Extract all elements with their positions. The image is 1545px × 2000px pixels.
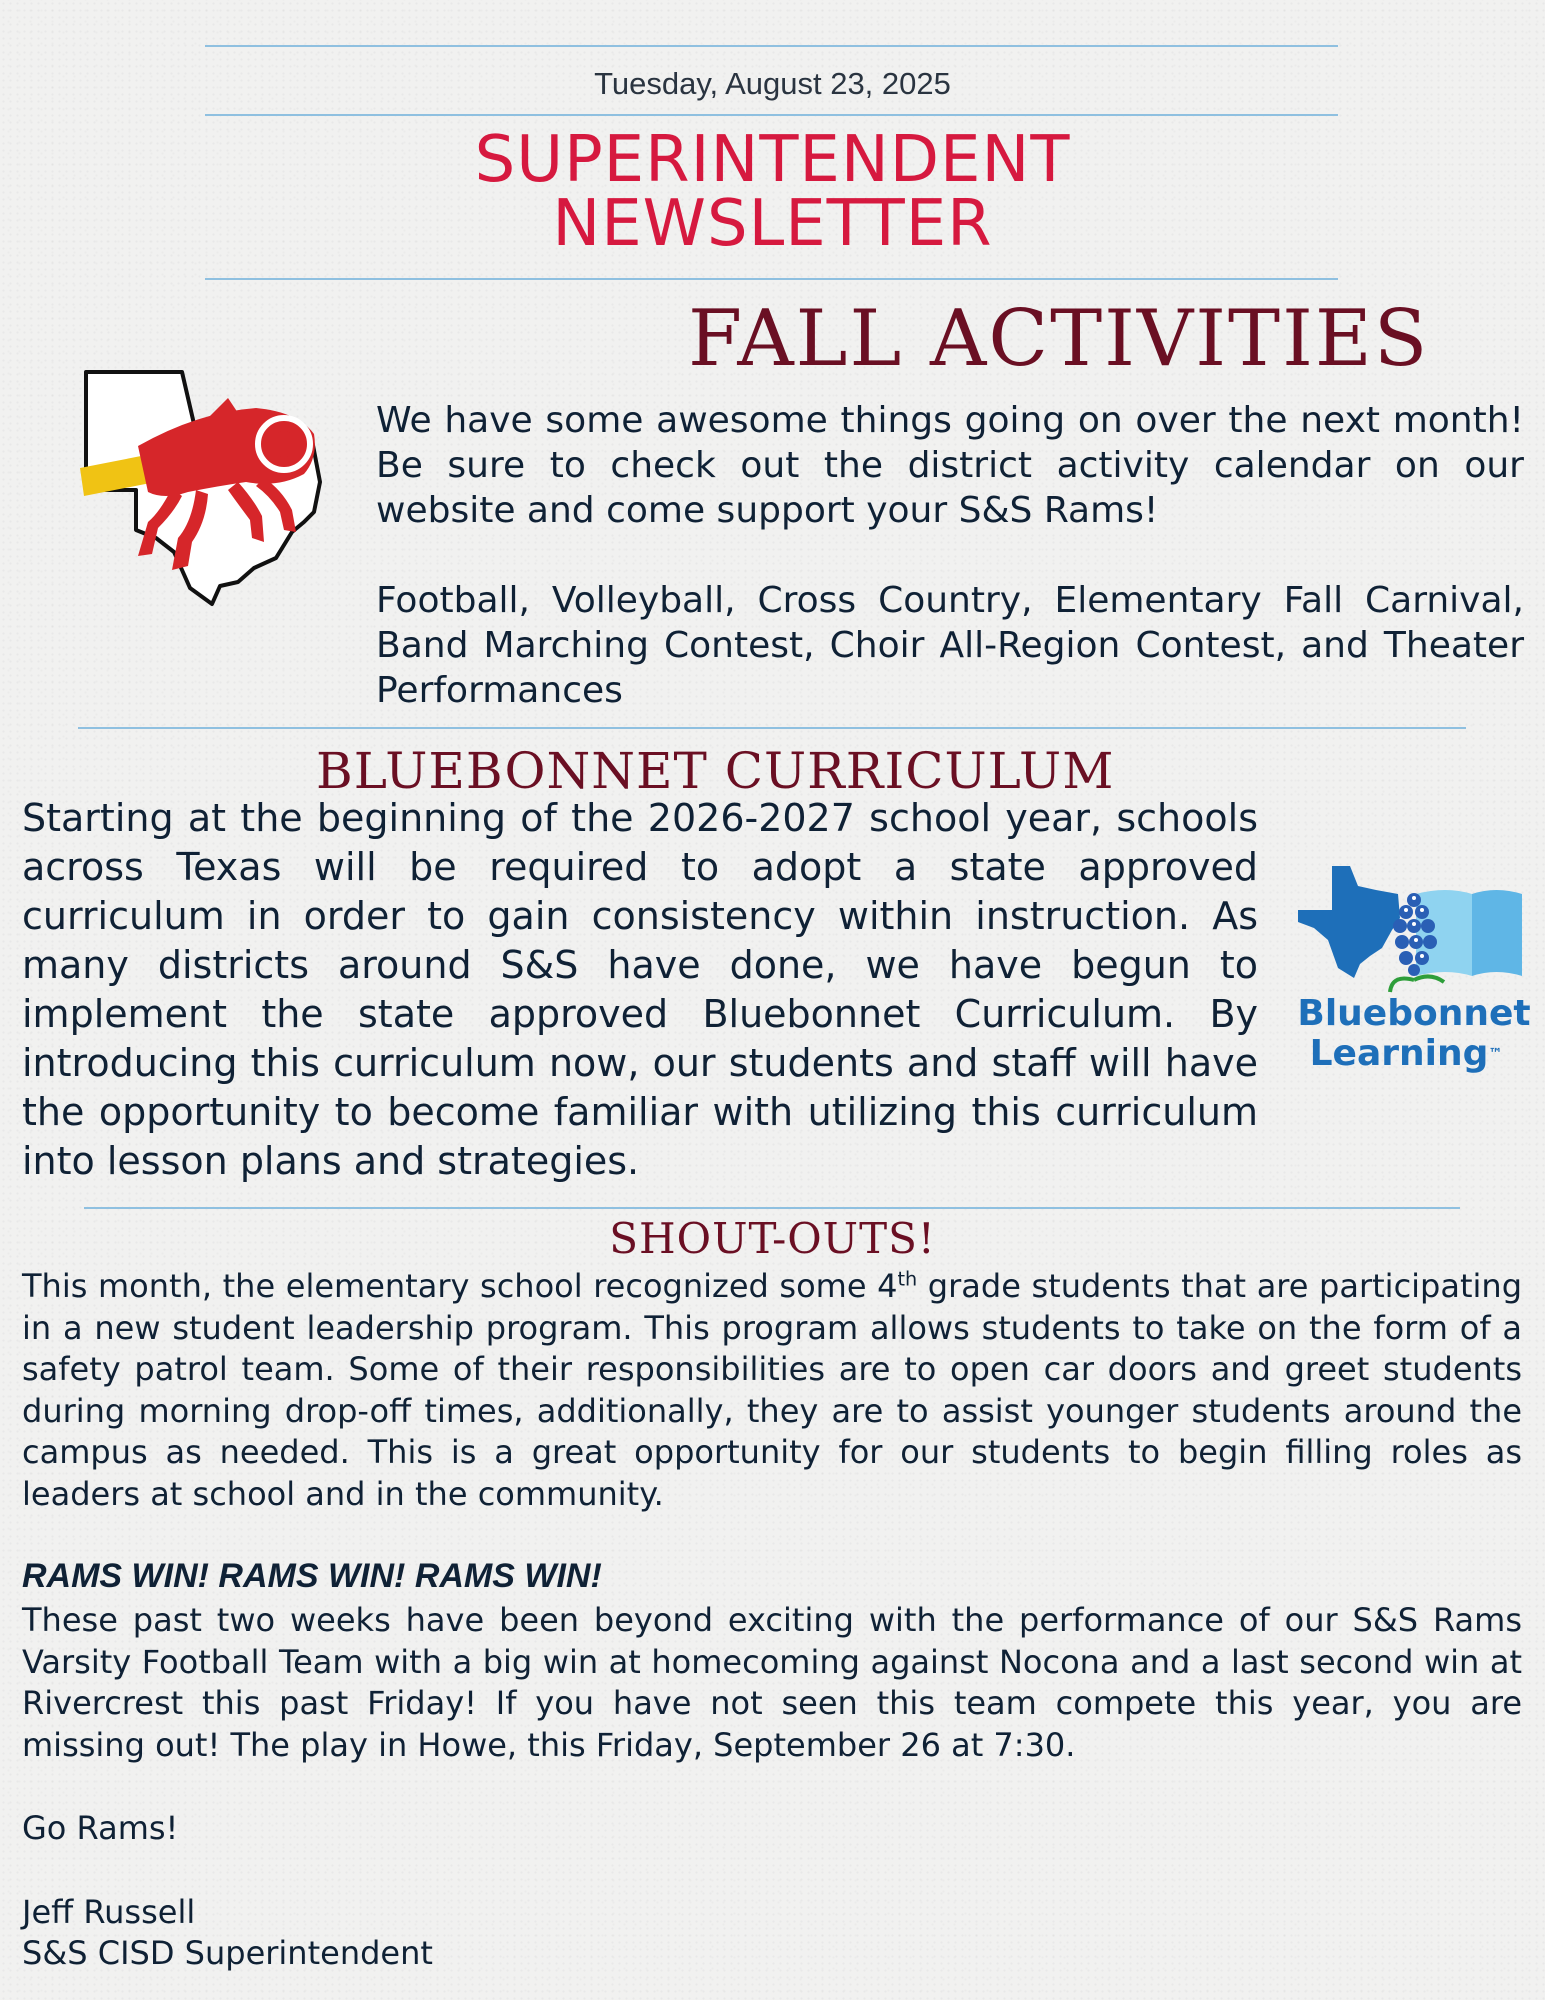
bluebonnet-logo-line2: Learning (1309, 1033, 1489, 1074)
newsletter-title-line2: NEWSLETTER (552, 187, 993, 261)
bluebonnet-logo-text (1296, 994, 1532, 1074)
top-rule (205, 45, 1338, 47)
newsletter-title (0, 123, 1545, 261)
ordinal-suffix: th (897, 1267, 918, 1291)
rams-win-heading: RAMS WIN! RAMS WIN! RAMS WIN! (22, 1557, 602, 1595)
newsletter-title-line1: SUPERINTENDENT (474, 123, 1071, 197)
rams-win-body: These past two weeks have been beyond exciting with the performance of our S&S Rams Varsity Football Team with a big win at homecoming against Nocona and a last second win at Rivercrest this past Friday! If you have not seen this team compete this year, you are missing out! The play in Howe, this Friday, September 26 at 7:30. (22, 1601, 1522, 1764)
texas-ram-logo-icon (78, 362, 338, 612)
bluebonnet-heading: BLUEBONNET CURRICULUM (316, 742, 1115, 800)
fall-activities-heading: FALL ACTIVITIES (688, 294, 1430, 384)
bluebonnet-flower-icon (1296, 864, 1532, 994)
title-rule (205, 278, 1338, 280)
fall-intro-text: We have some awesome things going on over the next month! Be sure to check out the district activity calendar on our website and come support your S&S Rams! (376, 400, 1524, 531)
fall-activities-list: Football, Volleyball, Cross Country, Elementary Fall Carnival, Band Marching Contest, Choir All-Region Contest, and Theater Performances (376, 580, 1524, 711)
fall-section-rule (78, 727, 1466, 729)
shoutouts-body (22, 1266, 1522, 1515)
newsletter-date: Tuesday, August 23, 2025 (594, 66, 951, 101)
signature-name: Jeff Russell (22, 1893, 196, 1931)
bluebonnet-logo-line1: Bluebonnet (1297, 993, 1531, 1034)
bluebonnet-learning-logo (1296, 864, 1532, 1084)
date-rule (205, 114, 1338, 116)
closing-text: Go Rams! (22, 1809, 179, 1847)
shoutouts-body-rest: grade students that are participating in a new student leadership program. This program allows students to take on the form of a safety patrol team. Some of their responsibilities are to open car doors and greet students during morning drop-off times, additionally, they are to assist younger students around the campus as needed. This is a great opportunity for our students to begin filling roles as leaders at school and in the community. (22, 1267, 1523, 1513)
shoutouts-body-start: This month, the elementary school recognized some 4 (22, 1267, 898, 1305)
bluebonnet-body: Starting at the beginning of the 2026-2027 school year, schools across Texas will be required to adopt a state approved curriculum in order to gain consistency within instruction. As many districts around S&S have done, we have begun to implement the state approved Bluebonnet Curriculum. By introducing this curriculum now, our students and staff will have the opportunity to become familiar with utilizing this curriculum into lesson plans and strategies. (22, 796, 1258, 1183)
bluebonnet-section-rule (84, 1207, 1460, 1209)
shoutouts-heading: SHOUT-OUTS! (609, 1214, 936, 1263)
trademark-mark: ™ (1488, 1046, 1503, 1062)
signature-title: S&S CISD Superintendent (22, 1934, 433, 1972)
